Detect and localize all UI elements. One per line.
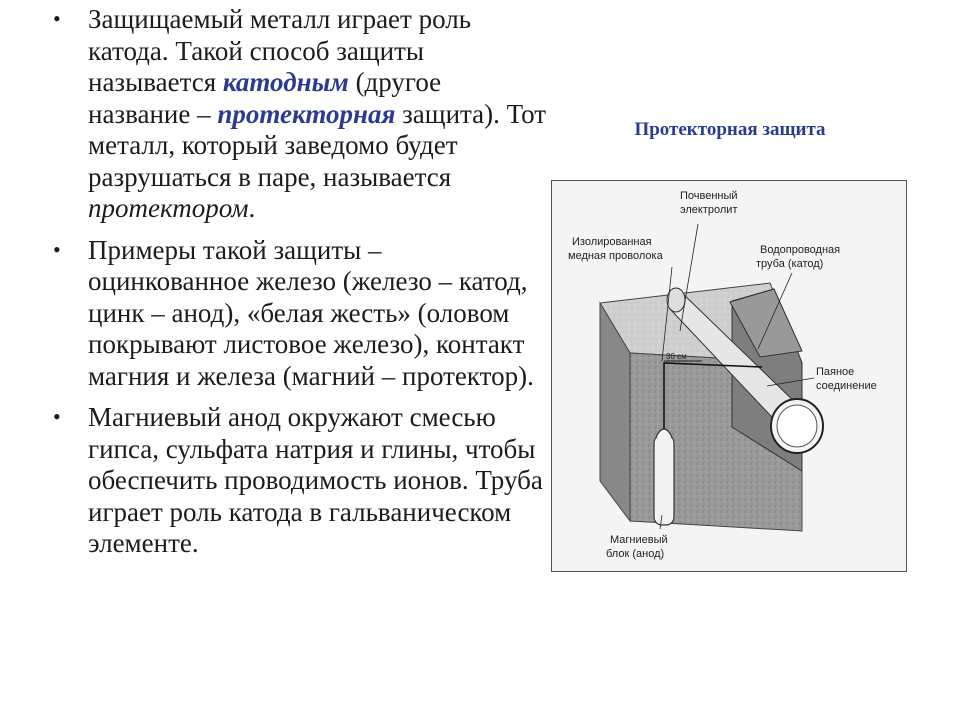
label-pipe-1: Водопроводная	[760, 244, 841, 256]
term-cathodic: катодным	[222, 67, 349, 97]
label-soil-1: Почвенный	[680, 190, 738, 202]
bullet-text: .	[248, 193, 256, 223]
bullet-text: Защищаемый металл играет роль катода. Такой способ защиты называется	[88, 4, 472, 97]
bullet-dot: •	[53, 6, 61, 31]
bullet-dot: •	[53, 404, 61, 429]
figure-title: Протекторная защита	[634, 119, 826, 140]
pipe-bore	[777, 405, 817, 447]
bullet-text: Магниевый анод окружают смесью гипса, сульфата натрия и глины, чтобы обеспечить проводимость ионов. Труба играет роль катода в гальваническом элементе.	[88, 402, 543, 558]
label-soil-2: электролит	[680, 204, 738, 216]
bullet-item	[48, 235, 548, 393]
term-protector: протектором	[88, 193, 249, 223]
label-joint-2: соединение	[816, 380, 877, 392]
bullet-item	[48, 4, 548, 225]
label-block-2: блок (анод)	[606, 548, 665, 560]
magnesium-block	[654, 435, 674, 525]
bullet-text: Примеры такой защиты – оцинкованное железо (железо – катод, цинк – анод), «белая жесть» (оловом покрывают листовое железо), контакт магния и железа (магний – протектор).	[88, 234, 534, 391]
diagram-drawing	[552, 181, 906, 571]
bullet-list	[48, 4, 548, 570]
bullet-item	[48, 402, 548, 560]
label-joint-1: Паяное	[816, 366, 855, 378]
bullet-text: (другое название –	[88, 67, 442, 129]
label-distance: 30 см	[666, 352, 687, 361]
term-protector-protection: протекторная	[217, 98, 396, 129]
label-wire-1: Изолированная	[572, 236, 652, 248]
label-pipe-2: труба (катод)	[756, 258, 824, 270]
protector-diagram	[551, 180, 907, 572]
label-block-1: Магниевый	[610, 534, 668, 546]
bullet-dot: •	[53, 236, 61, 262]
label-wire-2: медная проволока	[568, 250, 663, 262]
bullet-text: защита). Тот металл, который заведомо будет разрушаться в паре, называется	[88, 98, 547, 192]
